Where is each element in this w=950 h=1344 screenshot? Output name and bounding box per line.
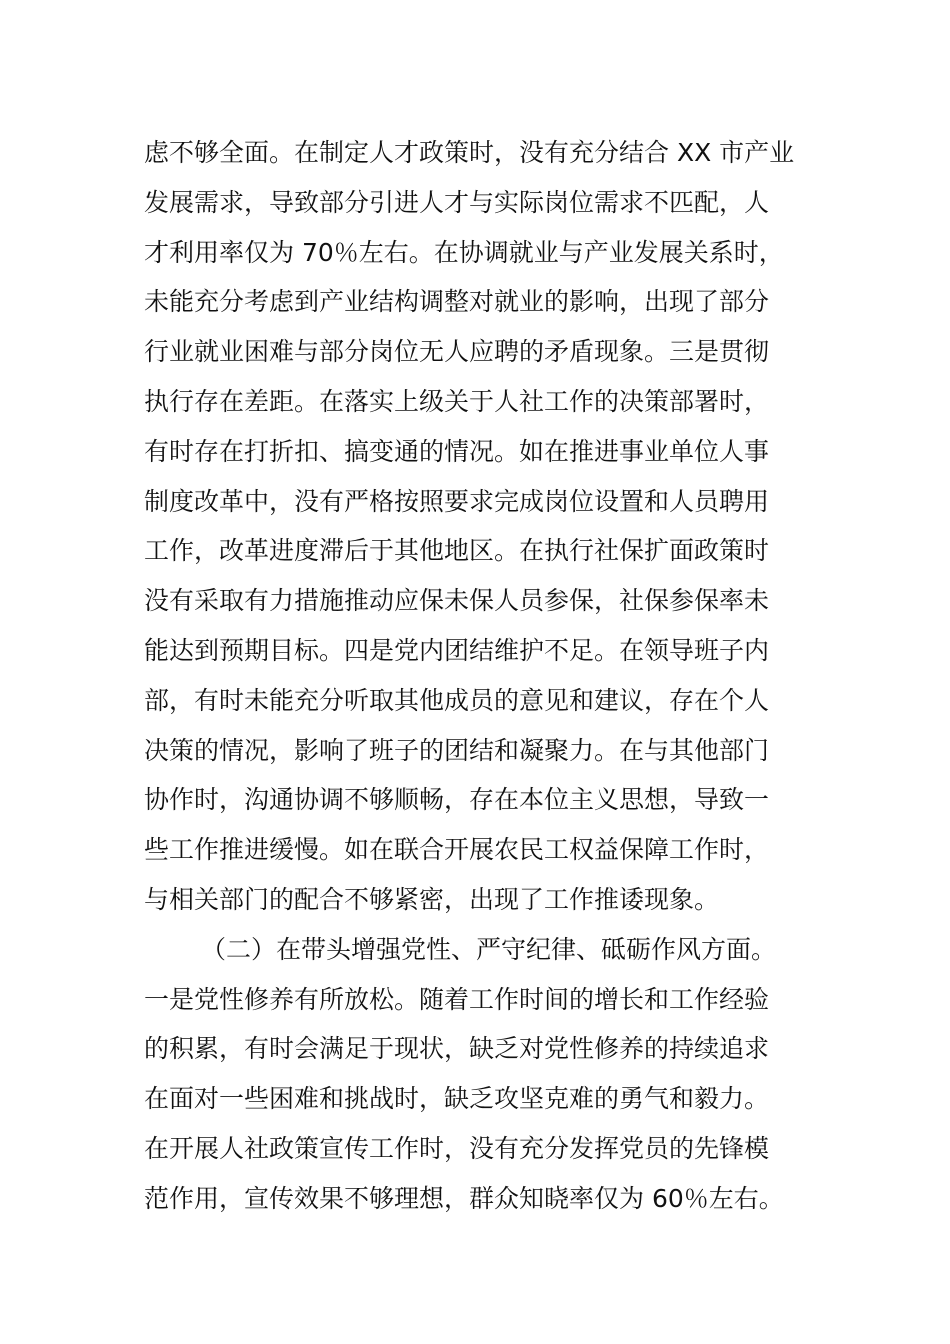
text-line: 在面对一些困难和挑战时，缺乏攻坚克难的勇气和毅力。 bbox=[144, 1084, 770, 1114]
text-line: 能达到预期目标。四是党内团结维护不足。在领导班子内 bbox=[144, 635, 770, 665]
text-line: 未能充分考虑到产业结构调整对就业的影响，出现了部分 bbox=[144, 287, 770, 317]
text-line: 行业就业困难与部分岗位无人应聘的矛盾现象。三是贯彻 bbox=[144, 337, 770, 367]
text-line: 有时存在打折扣、搞变通的情况。如在推进事业单位人事 bbox=[144, 436, 770, 466]
text-line: 的积累，有时会满足于现状，缺乏对党性修养的持续追求 bbox=[144, 1034, 770, 1064]
text-line: 虑不够全面。在制定人才政策时，没有充分结合 XX 市产业 bbox=[144, 138, 795, 167]
text-line: 在开展人社政策宣传工作时，没有充分发挥党员的先锋模 bbox=[144, 1133, 770, 1163]
text-line: 与相关部门的配合不够紧密，出现了工作推诿现象。 bbox=[144, 884, 720, 914]
text-line: 些工作推进缓慢。如在联合开展农民工权益保障工作时， bbox=[144, 835, 770, 865]
text-line: 发展需求，导致部分引进人才与实际岗位需求不匹配，人 bbox=[144, 187, 770, 217]
section-heading: （二）在带头增强党性、严守纪律、砥砺作风方面。 bbox=[201, 934, 777, 964]
text-line: 决策的情况，影响了班子的团结和凝聚力。在与其他部门 bbox=[144, 735, 770, 765]
text-line: 才利用率仅为 70％左右。在协调就业与产业发展关系时， bbox=[144, 237, 784, 267]
text-line: 制度改革中，没有严格按照要求完成岗位设置和人员聘用 bbox=[144, 486, 770, 516]
text-line: 一是党性修养有所放松。随着工作时间的增长和工作经验 bbox=[144, 984, 770, 1014]
text-line: 范作用，宣传效果不够理想，群众知晓率仅为 60％左右。 bbox=[144, 1183, 784, 1213]
body-text bbox=[144, 128, 824, 1224]
text-line: 协作时，沟通协调不够顺畅，存在本位主义思想，导致一 bbox=[144, 785, 770, 815]
text-line: 没有采取有力措施推动应保未保人员参保，社保参保率未 bbox=[144, 586, 770, 616]
text-line: 部，有时未能充分听取其他成员的意见和建议，存在个人 bbox=[144, 685, 770, 715]
text-line: 执行存在差距。在落实上级关于人社工作的决策部署时， bbox=[144, 386, 770, 416]
text-line: 工作，改革进度滞后于其他地区。在执行社保扩面政策时 bbox=[144, 536, 770, 566]
